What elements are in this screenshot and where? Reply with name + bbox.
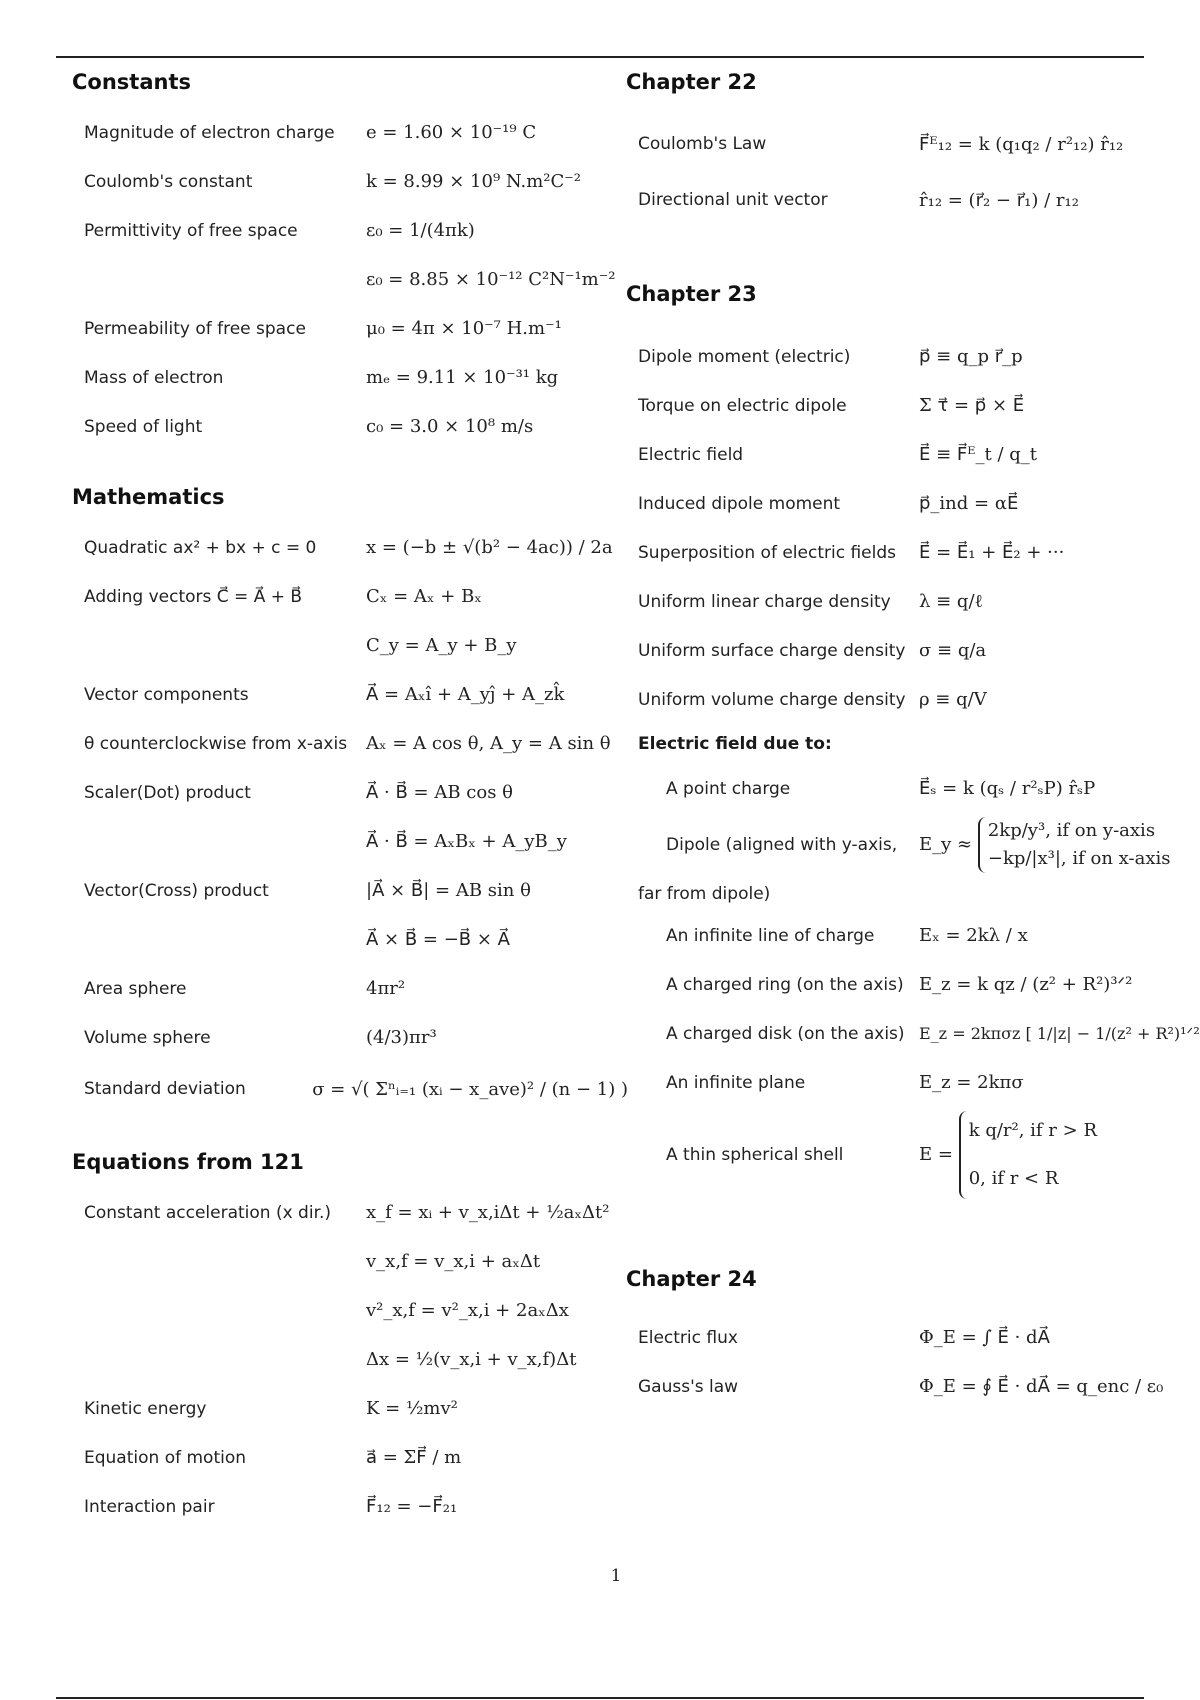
bottom-rule bbox=[56, 1697, 1144, 1699]
electric-field-due-to-heading: Electric field due to: bbox=[638, 734, 832, 754]
equation-row: Δx = ½(v_x,i + v_x,f)Δt bbox=[366, 1349, 577, 1370]
section-chapter-24-heading: Chapter 24 bbox=[626, 1267, 757, 1291]
electric-field-list bbox=[626, 764, 1200, 1203]
constant-row: Coulomb's constant k = 8.99 × 10⁹ N.m²C⁻² bbox=[84, 171, 581, 192]
constants-list bbox=[72, 108, 628, 451]
chapter-23-row: Dipole moment (electric) p⃗ ≡ q_p r⃗_p bbox=[638, 346, 1023, 367]
equation-row: v²_x,f = v²_x,i + 2aₓΔx bbox=[366, 1300, 569, 1321]
math-row: A⃗ × B⃗ = −B⃗ × A⃗ bbox=[366, 929, 510, 950]
shell-cases: k q/r², if r > R 0, if r < R bbox=[959, 1111, 1097, 1199]
field-row: A charged ring (on the axis) E_z = k qz / (z² + R²)³ᐟ² bbox=[666, 974, 1133, 995]
right-column bbox=[626, 64, 1200, 1411]
chapter-23-row: Superposition of electric fields E⃗ = E⃗₁ + E⃗₂ + ··· bbox=[638, 542, 1065, 563]
section-equations-121-heading: Equations from 121 bbox=[72, 1150, 304, 1174]
constant-row: Speed of light c₀ = 3.0 × 10⁸ m/s bbox=[84, 416, 534, 437]
chapter-24-row: Gauss's law Φ_E = ∮ E⃗ · dA⃗ = q_enc / ε₀ bbox=[638, 1376, 1164, 1397]
equation-row: Constant acceleration (x dir.) x_f = xᵢ + v_x,iΔt + ½aₓΔt² bbox=[84, 1202, 610, 1223]
chapter-24-row: Electric flux Φ_E = ∫ E⃗ · dA⃗ bbox=[638, 1327, 1050, 1348]
dipole-cases: 2kp/y³, if on y-axis −kp/|x³|, if on x-axis bbox=[978, 817, 1171, 873]
field-row: A point charge E⃗ₛ = k (qₛ / r²ₛP) r̂ₛP bbox=[666, 778, 1096, 799]
math-row: C_y = A_y + B_y bbox=[366, 635, 517, 656]
field-row: Dipole (aligned with y-axis, E_y ≈ 2kp/y³, if on y-axis −kp/|x³|, if on x-axis bbox=[626, 813, 1200, 877]
chapter-22-row: Coulomb's Law F⃗ᴱ₁₂ = k (q₁q₂ / r²₁₂) r̂₁₂ bbox=[638, 133, 1124, 155]
field-row: A thin spherical shell E = k q/r², if r > R 0, if r < R bbox=[626, 1107, 1200, 1203]
math-row: Vector components A⃗ = Aₓî + A_yĵ + A_zk̂ bbox=[84, 684, 565, 705]
chapter-23-row: Induced dipole moment p⃗_ind = αE⃗ bbox=[638, 493, 1019, 514]
equation-row: v_x,f = v_x,i + aₓΔt bbox=[366, 1251, 541, 1272]
section-chapter-23-heading: Chapter 23 bbox=[626, 282, 757, 306]
constant-row: Magnitude of electron charge e = 1.60 × 10⁻¹⁹ C bbox=[84, 122, 537, 143]
equation-row: Kinetic energy K = ½mv² bbox=[84, 1398, 458, 1419]
chapter-23-row: Uniform volume charge density ρ ≡ q/V bbox=[638, 689, 987, 710]
chapter-22-list bbox=[626, 116, 1200, 228]
section-chapter-22-heading: Chapter 22 bbox=[626, 70, 757, 94]
page-number: 1 bbox=[610, 1566, 622, 1586]
shell-field-equation: E = k q/r², if r > R 0, if r < R bbox=[919, 1111, 1097, 1199]
constant-row: ε₀ = 8.85 × 10⁻¹² C²N⁻¹m⁻² bbox=[366, 269, 616, 290]
math-row: Volume sphere (4/3)πr³ bbox=[84, 1027, 437, 1048]
math-row: Standard deviation σ = √( Σⁿᵢ₌₁ (xᵢ − x_ave)² / (n − 1) ) bbox=[84, 1078, 628, 1100]
constant-row: Permittivity of free space ε₀ = 1/(4πk) bbox=[84, 220, 475, 241]
equation-row: Equation of motion a⃗ = ΣF⃗ / m bbox=[84, 1447, 462, 1468]
chapter-23-row: Uniform surface charge density σ ≡ q/a bbox=[638, 640, 987, 661]
equations-121-list bbox=[72, 1188, 628, 1531]
chapter-23-row: Torque on electric dipole Σ τ⃗ = p⃗ × E⃗ bbox=[638, 395, 1025, 416]
field-row: A charged disk (on the axis) E_z = 2kπσz [ 1/|z| − 1/(z² + R²)¹ᐟ² bbox=[666, 1023, 1200, 1044]
constant-row: Mass of electron mₑ = 9.11 × 10⁻³¹ kg bbox=[84, 367, 559, 388]
math-row: A⃗ · B⃗ = AₓBₓ + A_yB_y bbox=[366, 831, 567, 852]
section-mathematics-heading: Mathematics bbox=[72, 485, 225, 509]
chapter-24-list bbox=[626, 1313, 1200, 1411]
chapter-23-row: Electric field E⃗ ≡ F⃗ᴱ_t / q_t bbox=[638, 444, 1038, 465]
math-row: θ counterclockwise from x-axis Aₓ = A cos θ, A_y = A sin θ bbox=[84, 733, 611, 754]
equation-row: Interaction pair F⃗₁₂ = −F⃗₂₁ bbox=[84, 1496, 458, 1517]
chapter-23-row: Uniform linear charge density λ ≡ q/ℓ bbox=[638, 591, 984, 612]
section-constants-heading: Constants bbox=[72, 70, 191, 94]
chapter-23-list bbox=[626, 332, 1200, 724]
left-column bbox=[72, 64, 628, 1531]
math-row: Adding vectors C⃗ = A⃗ + B⃗ Cₓ = Aₓ + Bₓ bbox=[84, 586, 482, 607]
dipole-field-equation: E_y ≈ 2kp/y³, if on y-axis −kp/|x³|, if on x-axis bbox=[919, 817, 1170, 873]
constant-row: Permeability of free space μ₀ = 4π × 10⁻⁷ H.m⁻¹ bbox=[84, 318, 562, 339]
math-row: Quadratic ax² + bx + c = 0 x = (−b ± √(b² − 4ac)) / 2a bbox=[84, 537, 613, 558]
chapter-22-row: Directional unit vector r̂₁₂ = (r⃗₂ − r⃗₁) / r₁₂ bbox=[638, 189, 1079, 211]
math-row: Vector(Cross) product |A⃗ × B⃗| = AB sin θ bbox=[84, 880, 531, 901]
field-row: An infinite plane E_z = 2kπσ bbox=[666, 1072, 1024, 1093]
math-row: Scaler(Dot) product A⃗ · B⃗ = AB cos θ bbox=[84, 782, 514, 803]
top-rule bbox=[56, 56, 1144, 58]
field-row: far from dipole) bbox=[638, 884, 771, 904]
math-row: Area sphere 4πr² bbox=[84, 978, 406, 999]
field-row: An infinite line of charge Eₓ = 2kλ / x bbox=[666, 925, 1028, 946]
mathematics-list bbox=[72, 523, 628, 1116]
